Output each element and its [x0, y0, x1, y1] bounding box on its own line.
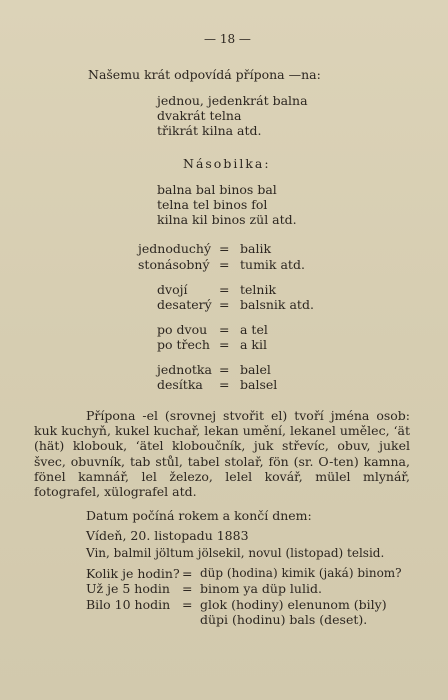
equals-sign: = — [219, 377, 230, 392]
krat-line-2: dvakrát telna — [157, 108, 242, 123]
equals-sign: = — [219, 337, 230, 352]
pair-right: telnik — [240, 282, 277, 297]
krat-line-1: jednou, jedenkrát balna — [157, 93, 308, 108]
datum-line: Datum počíná rokem a končí dnem: — [86, 508, 312, 523]
date-volapuk: Vin, balmil jöltum jölsekil, novul (listopad) telsid. — [86, 546, 385, 560]
pair-right: a tel — [240, 322, 268, 337]
nasobilka-line-2: telna tel binos fol — [157, 197, 268, 212]
nasobilka-line-1: balna bal binos bal — [157, 182, 277, 197]
question-2-left: Už je 5 hodin — [86, 581, 170, 596]
krat-line-3: třikrát kilna atd. — [157, 123, 262, 138]
pair-left: po dvou — [157, 322, 208, 337]
pair-left: po třech — [157, 337, 210, 352]
equals-sign: = — [182, 581, 193, 596]
pair-left: stonásobný — [138, 257, 210, 272]
pair-left: dvojí — [157, 282, 188, 297]
question-1-left: Kolik je hodin? — [86, 566, 180, 581]
equals-sign: = — [182, 597, 193, 612]
date-czech: Vídeň, 20. listopadu 1883 — [86, 528, 249, 543]
pair-left: desítka — [157, 377, 203, 392]
question-2-right: binom ya düp lulid. — [200, 581, 322, 596]
pair-right: balel — [240, 362, 271, 377]
question-3-left: Bilo 10 hodin — [86, 597, 171, 612]
intro-line: Našemu krát odpovídá přípona —na: — [88, 67, 321, 82]
page-number: — 18 — — [204, 32, 251, 46]
equals-sign: = — [219, 362, 230, 377]
pair-left: jednotka — [157, 362, 212, 377]
equals-sign: = — [182, 566, 193, 581]
question-1-right: düp (hodina) kimik (jaká) binom? — [200, 566, 402, 580]
suffix-el-paragraph: Přípona -el (srovnej stvořit el) tvoří jména osob: kuk kuchyň, kukel kuchař, lekan umění, lekanel umělec, ‘ät (hät) klobouk, ‘ätel kloboučník, juk střevíc, obuv, jukel švec, obuvník, tab stůl, tabel stolař, fön (sr. O-ten) kamna, fönel kamnář, lel železo, lelel kovář, mülel mlynář, fotografel, xülografel atd. — [34, 408, 410, 500]
pair-right: balsnik atd. — [240, 297, 314, 312]
equals-sign: = — [219, 297, 230, 312]
nasobilka-line-3: kilna kil binos zül atd. — [157, 212, 297, 227]
equals-sign: = — [219, 322, 230, 337]
question-3-right: glok (hodiny) elenunom (bily) — [200, 597, 387, 612]
nasobilka-heading: Násobilka: — [183, 156, 271, 171]
equals-sign: = — [219, 282, 230, 297]
pair-right: tumik atd. — [240, 257, 305, 272]
pair-left: jednoduchý — [138, 241, 212, 256]
question-3-continuation: düpi (hodinu) bals (deset). — [200, 612, 368, 627]
equals-sign: = — [219, 257, 230, 272]
pair-left: desaterý — [157, 297, 212, 312]
equals-sign: = — [219, 241, 230, 256]
pair-right: balik — [240, 241, 272, 256]
pair-right: a kil — [240, 337, 267, 352]
pair-right: balsel — [240, 377, 278, 392]
